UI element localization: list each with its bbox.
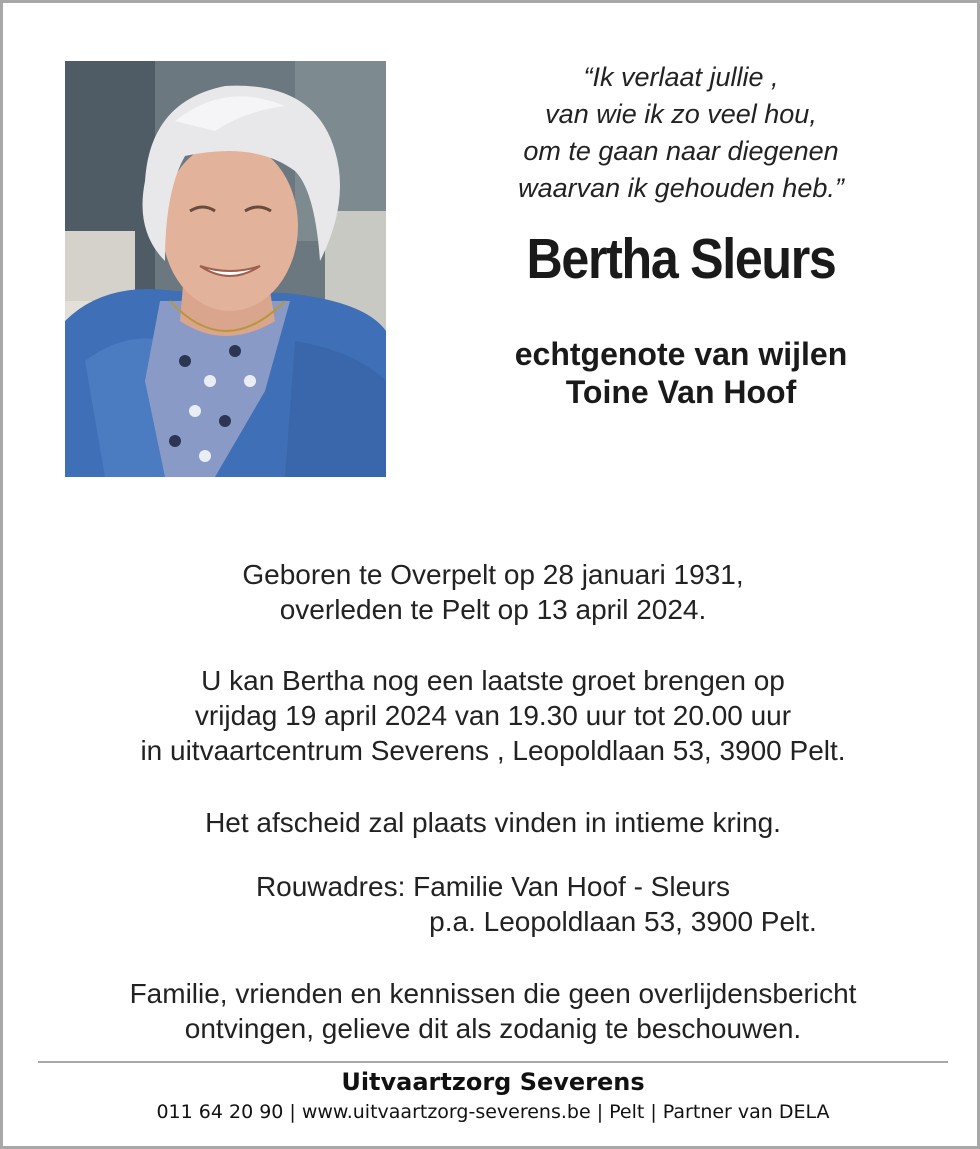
spouse-line: Toine Van Hoof [565,374,797,410]
address-line: Rouwadres: Familie Van Hoof - Sleurs [255,871,731,902]
notice-line: ontvingen, gelieve dit als zodanig te beschouwen. [184,1013,802,1044]
quote-line: “Ik verlaat jullie , [583,62,779,92]
birth-line: Geboren te Overpelt op 28 januari 1931, [242,559,744,590]
address-line: p.a. Leopoldlaan 53, 3900 Pelt. [429,906,817,937]
quote-line: waarvan ik gehouden heb.” [518,173,844,203]
quote-line: van wie ik zo veel hou, [545,99,817,129]
quote-line: om te gaan naar diegenen [523,136,839,166]
spouse-line: echtgenote van wijlen [514,336,848,372]
mourning-address [23,869,963,939]
farewell-paragraph [23,805,963,840]
funeral-home-contact: 011 64 20 90 | www.uitvaartzorg-severens.be | Pelt | Partner van DELA [156,1101,830,1123]
visitation-line: in uitvaartcentrum Severens , Leopoldlaan 53, 3900 Pelt. [140,735,846,766]
visitation-line: U kan Bertha nog een laatste groet brengen op [201,665,785,696]
farewell-line: Het afscheid zal plaats vinden in intieme kring. [205,807,781,838]
funeral-home-name: Uitvaartzorg Severens [341,1068,645,1096]
notice-paragraph [23,976,963,1046]
birth-death-paragraph [23,557,963,627]
visitation-paragraph [23,663,963,768]
memorial-quote [403,59,959,207]
deceased-name: Bertha Sleurs [526,227,836,291]
portrait-photo [65,61,386,477]
visitation-line: vrijdag 19 april 2024 van 19.30 uur tot 20.00 uur [194,700,792,731]
death-line: overleden te Pelt op 13 april 2024. [279,594,707,625]
footer-divider [38,1061,948,1063]
spouse-info [403,335,959,411]
notice-line: Familie, vrienden en kennissen die geen overlijdensbericht [129,978,857,1009]
